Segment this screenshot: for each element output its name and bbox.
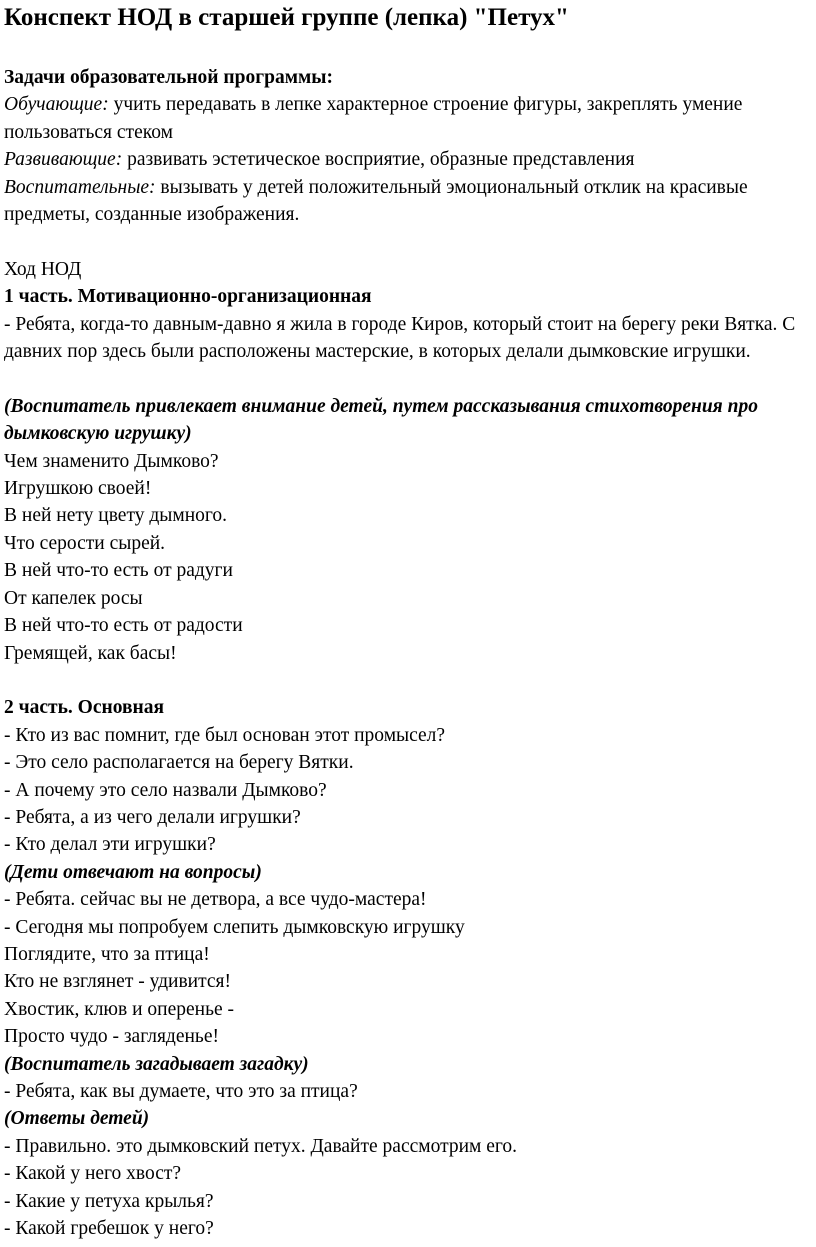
task-developing <box>4 146 810 173</box>
riddle-line: Просто чудо - загляденье! <box>4 1026 219 1048</box>
part1-note: (Воспитатель привлекает внимание детей, путем рассказывания стихотворения про дымковскую игрушку) <box>4 395 758 445</box>
riddle-line: Хвостик, клюв и оперенье - <box>4 998 234 1020</box>
dialogue-line: - Какой у него хвост? <box>4 1163 182 1185</box>
tasks-heading: Задачи образовательной программы: <box>4 67 333 88</box>
stage-note: (Дети отвечают на вопросы) <box>4 861 262 883</box>
riddle-line: Кто не взглянет - удивится! <box>4 971 231 993</box>
poem-line: Игрушкою своей! <box>4 478 152 500</box>
poem-line: В ней что-то есть от радуги <box>4 560 233 582</box>
part1-heading: 1 часть. Мотивационно-организационная <box>4 286 372 308</box>
task-teaching-label: Обучающие: <box>4 94 109 116</box>
task-developing-text: развивать эстетическое восприятие, образные представления <box>122 149 635 171</box>
poem-line: Что серости сырей. <box>4 532 166 554</box>
task-educational-label: Воспитательные: <box>4 176 156 198</box>
poem-line: Гремящей, как басы! <box>4 642 177 664</box>
poem-line: В ней нету цвету дымного. <box>4 505 228 527</box>
part1-intro: - Ребята, когда-то давным-давно я жила в городе Киров, который стоит на берегу реки Вятка. С давних пор здесь были расположены мастерские, в которых делали дымковские игрушки. <box>4 313 796 363</box>
dialogue-line: - Ребята. сейчас вы не детвора, а все чудо-мастера! <box>4 889 427 911</box>
dialogue-line: - Правильно. это дымковский петух. Давайте рассмотрим его. <box>4 1135 518 1157</box>
stage-note: (Ответы детей) <box>4 1108 150 1130</box>
stage-note: (Воспитатель загадывает загадку) <box>4 1053 309 1075</box>
task-teaching-text: учить передавать в лепке характерное строение фигуры, закреплять умение пользоваться стеком <box>4 94 743 143</box>
document-title: Конспект НОД в старшей группе (лепка) "Петух" <box>4 4 569 31</box>
dialogue-line: - Какие у петуха крылья? <box>4 1190 214 1212</box>
dialogue-line: - Это село располагается на берегу Вятки. <box>4 752 354 774</box>
dialogue-line: - Кто из вас помнит, где был основан этот промысел? <box>4 724 446 746</box>
dialogue-line: - Ребята, как вы думаете, что это за птица? <box>4 1080 358 1102</box>
dialogue-line: - Ребята, а из чего делали игрушки? <box>4 806 301 828</box>
riddle-line: Поглядите, что за птица! <box>4 943 210 965</box>
dialogue-line: - А почему это село назвали Дымково? <box>4 779 327 801</box>
part2-heading: 2 часть. Основная <box>4 697 165 719</box>
dialogue-line: - Кто делал эти игрушки? <box>4 834 216 856</box>
task-teaching <box>4 91 810 146</box>
task-educational-text: вызывать у детей положительный эмоциональный отклик на красивые предметы, созданные изображения. <box>4 176 748 226</box>
task-educational <box>4 174 810 229</box>
dialogue-line: - Сегодня мы попробуем слепить дымковскую игрушку <box>4 916 465 938</box>
poem-line: От капелек росы <box>4 587 143 609</box>
task-developing-label: Развивающие: <box>4 149 123 171</box>
course-heading: Ход НОД <box>4 258 82 280</box>
poem-line: Чем знаменито Дымково? <box>4 450 219 472</box>
poem-line: В ней что-то есть от радости <box>4 615 243 637</box>
dialogue-line: - Какой гребешок у него? <box>4 1218 214 1240</box>
